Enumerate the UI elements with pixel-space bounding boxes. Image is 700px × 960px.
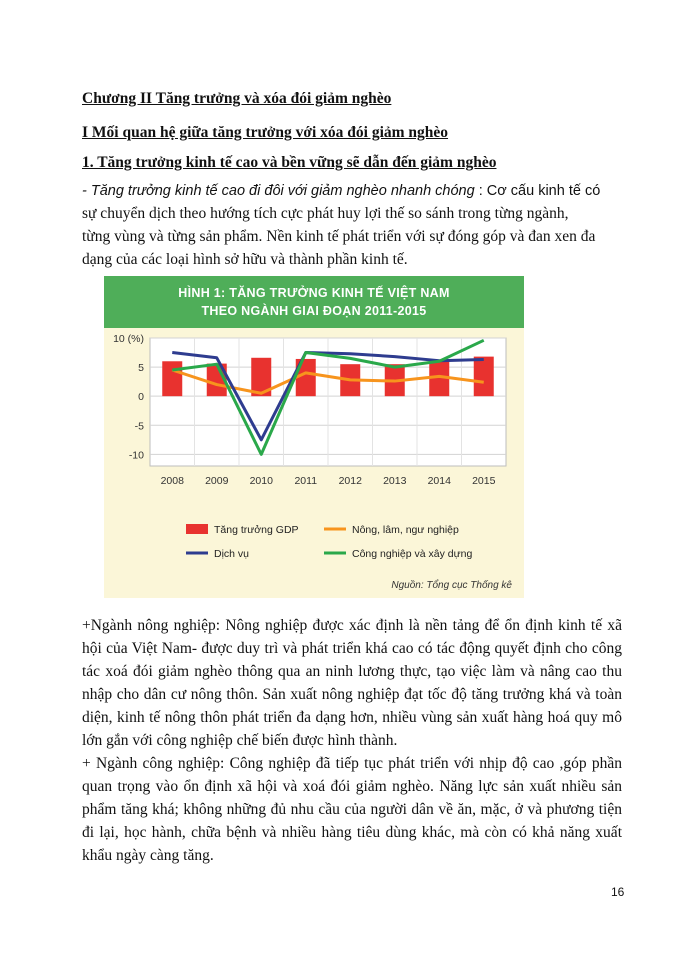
legend-swatch — [186, 524, 208, 534]
y-tick-label: -5 — [134, 420, 144, 433]
chapter-heading: Chương II Tăng trưởng và xóa đói giảm nghèo — [82, 90, 392, 107]
figure-title-line-1: HÌNH 1: TĂNG TRƯỞNG KINH TẾ VIỆT NAM — [178, 286, 450, 300]
paragraph-agriculture: +Ngành nông nghiệp: Nông nghiệp được xác định là nền tảng để ổn định kinh tế xã hội của Việt Nam- được duy trì và phát triển khá cao có tác động quyết định cho công tác xoá đói giảm nghèo thông qua an ninh lương thực, tạo việc làm và nâng cao thu nhập cho dân cư nông thôn. Sản xuất nông nghiệp đạt tốc độ tăng trưởng khá và toàn diện, kinh tế nông thôn phát triển đa dạng hơn, nhiều vùng sản xuất hàng hoá quy mô lớn gắn với công nghiệp chế biến được hình thành. — [82, 617, 622, 749]
intro-line1-rest: : Cơ cấu kinh tế có — [474, 183, 601, 199]
figure-chart — [104, 276, 524, 598]
page-number: 16 — [611, 885, 625, 899]
figure-source: Nguồn: Tổng cục Thống kê — [391, 580, 512, 591]
y-tick-label: 10 (%) — [113, 333, 144, 345]
intro-line-4: dạng của các loại hình sở hữu và thành phần kinh tế. — [82, 251, 408, 268]
chart-svg — [104, 276, 524, 598]
paragraph-industry: + Ngành công nghiệp: Công nghiệp đã tiếp tục phát triển với nhịp độ cao ,góp phần quan trọng vào ổn định xã hội và xoá đói giảm nghèo. Năng lực sản xuất nhiều sản phẩm tăng khá; không những đủ nhu cầu của người dân về ăn, mặc, ở và phương tiện đi lại, học hành, chữa bệnh và nhiều hàng tiêu dùng khác, mà còn có khả năng xuất khẩu ngày càng tăng. — [82, 755, 622, 864]
intro-line-1 — [82, 182, 600, 200]
section-heading: I Mối quan hệ giữa tăng trưởng với xóa đói giảm nghèo — [82, 124, 449, 141]
y-tick-label: 5 — [138, 362, 144, 375]
x-tick-label: 2011 — [294, 475, 318, 487]
intro-line-2: sự chuyển dịch theo hướng tích cực phát huy lợi thế so sánh trong từng ngành, — [82, 205, 569, 222]
bar-gdp — [162, 361, 182, 396]
intro-lead: - Tăng trưởng kinh tế cao đi đôi với giảm nghèo nhanh chóng — [82, 183, 475, 199]
x-tick-label: 2012 — [338, 475, 362, 487]
x-tick-label: 2013 — [383, 475, 407, 487]
y-tick-label: 0 — [138, 391, 144, 404]
x-tick-label: 2008 — [160, 475, 184, 487]
legend-label: Tăng trưởng GDP — [214, 524, 299, 536]
figure-title-line-2: THEO NGÀNH GIAI ĐOẠN 2011-2015 — [201, 304, 427, 318]
x-tick-label: 2009 — [205, 475, 229, 487]
x-tick-label: 2010 — [249, 475, 273, 487]
legend-label: Dịch vụ — [214, 548, 250, 560]
subsection-heading: 1. Tăng trưởng kinh tế cao và bền vững sẽ dẫn đến giảm nghèo — [82, 154, 497, 171]
legend-label: Nông, lâm, ngư nghiệp — [352, 524, 459, 536]
legend-label: Công nghiệp và xây dựng — [352, 548, 473, 560]
intro-line-3: từng vùng và từng sản phẩm. Nền kinh tế phát triển với sự đóng góp và đan xen đa — [82, 228, 596, 245]
x-tick-label: 2014 — [427, 475, 451, 487]
x-tick-label: 2015 — [472, 475, 496, 487]
y-tick-label: -10 — [128, 449, 144, 462]
bar-gdp — [474, 357, 494, 397]
